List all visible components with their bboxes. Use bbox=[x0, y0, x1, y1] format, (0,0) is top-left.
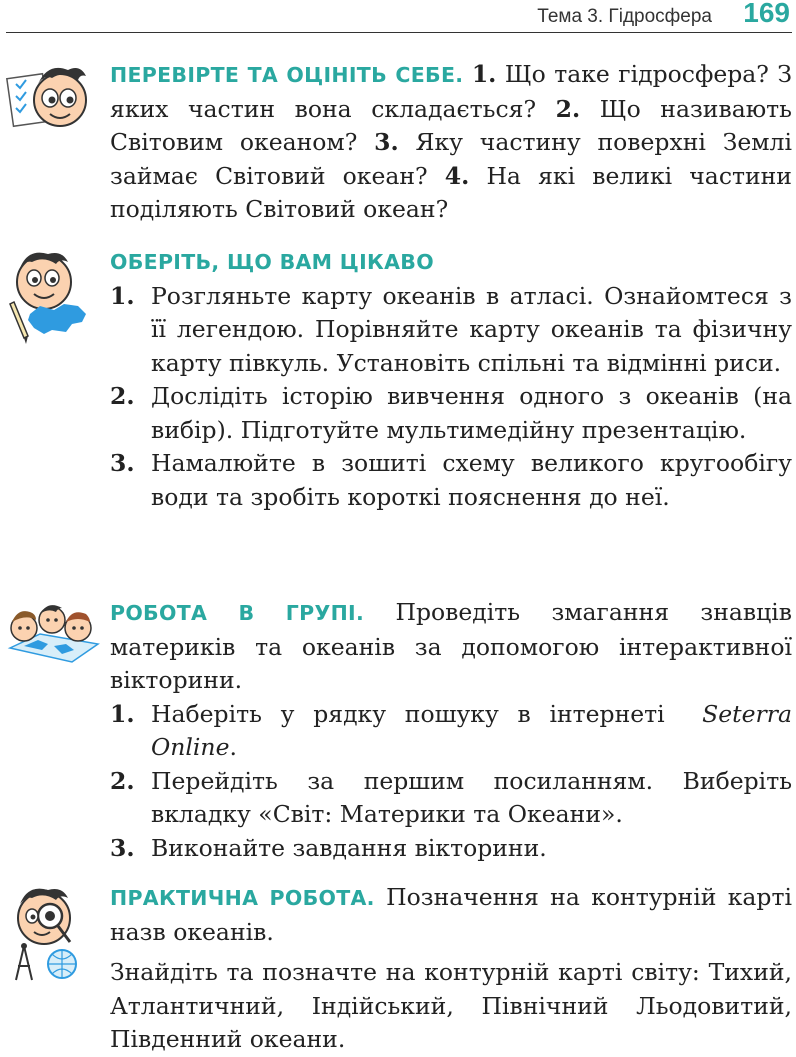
question-text: На які великі частини поділяють Світовий океан? bbox=[110, 161, 792, 223]
question-text: Що таке гідросфера? З яких частин вона складається? bbox=[110, 60, 792, 123]
check-yourself-section bbox=[110, 58, 792, 227]
page-number: 169 bbox=[743, 0, 790, 28]
question-number: 2. bbox=[555, 94, 581, 123]
check-yourself-heading: ПЕРЕВІРТЕ ТА ОЦІНІТЬ СЕБЕ. bbox=[110, 63, 464, 87]
group-work-heading: РОБОТА В ГРУПІ. bbox=[110, 601, 365, 625]
choose-heading: ОБЕРІТЬ, ЩО ВАМ ЦІКАВО bbox=[110, 250, 434, 274]
question-text: Що називають Світовим океаном? bbox=[110, 94, 792, 156]
list-item: 1. Наберіть у рядку пошуку в інтернеті Seterra Online. bbox=[110, 699, 792, 761]
choose-section bbox=[110, 246, 792, 514]
list-item: 2. Перейдіть за першим посиланням. Виберіть вкладку «Світ: Материки та Океани». bbox=[110, 766, 792, 828]
practical-work-heading: ПРАКТИЧНА РОБОТА. bbox=[110, 886, 375, 910]
choose-list bbox=[110, 280, 792, 515]
practical-work-icon bbox=[4, 884, 104, 984]
boy-with-map-icon bbox=[4, 248, 104, 348]
page-header bbox=[6, 0, 792, 33]
group-work-icon bbox=[4, 598, 104, 666]
site-name: Seterra Online bbox=[151, 699, 792, 761]
group-work-list bbox=[110, 698, 792, 866]
list-item: 3. Виконайте завдання вікторини. bbox=[110, 833, 547, 862]
check-yourself-paragraph bbox=[110, 58, 792, 227]
practical-work-title: ПРАКТИЧНА РОБОТА. Позначення на контурній карті назв океанів. bbox=[110, 883, 792, 946]
group-work-section bbox=[110, 596, 792, 865]
practical-work-section bbox=[110, 881, 792, 1057]
checklist-boy-icon bbox=[4, 62, 104, 142]
group-work-intro: РОБОТА В ГРУПІ. Проведіть змагання знавців материків та океанів за допомогою інтерактивної вікторини. bbox=[110, 598, 792, 694]
question-number: 3. bbox=[374, 128, 399, 156]
list-item: 1. Розгляньте карту океанів в атласі. Ознайомтеся з її легендою. Порівняйте карту океанів та фізичну карту півкуль. Установіть спільні та відмінні риси. bbox=[110, 281, 792, 377]
question-text: Яку частину поверхні Землі займає Світовий океан? bbox=[110, 128, 792, 190]
practical-work-task: Знайдіть та позначте на контурній карті світу: Тихий, Атлантичний, Індійський, Північний Льодовитий, Південний океани. bbox=[110, 958, 792, 1053]
topic-title: Тема 3. Гідросфера bbox=[537, 6, 712, 27]
question-number: 1. bbox=[471, 60, 497, 88]
list-item: 3. Намалюйте в зошиті схему великого кругообігу води та зробіть короткі пояснення до неї. bbox=[110, 449, 792, 511]
list-item: 2. Дослідіть історію вивчення одного з океанів (на вибір). Підготуйте мультимедійну презентацію. bbox=[110, 382, 792, 444]
question-number: 4. bbox=[444, 161, 470, 190]
